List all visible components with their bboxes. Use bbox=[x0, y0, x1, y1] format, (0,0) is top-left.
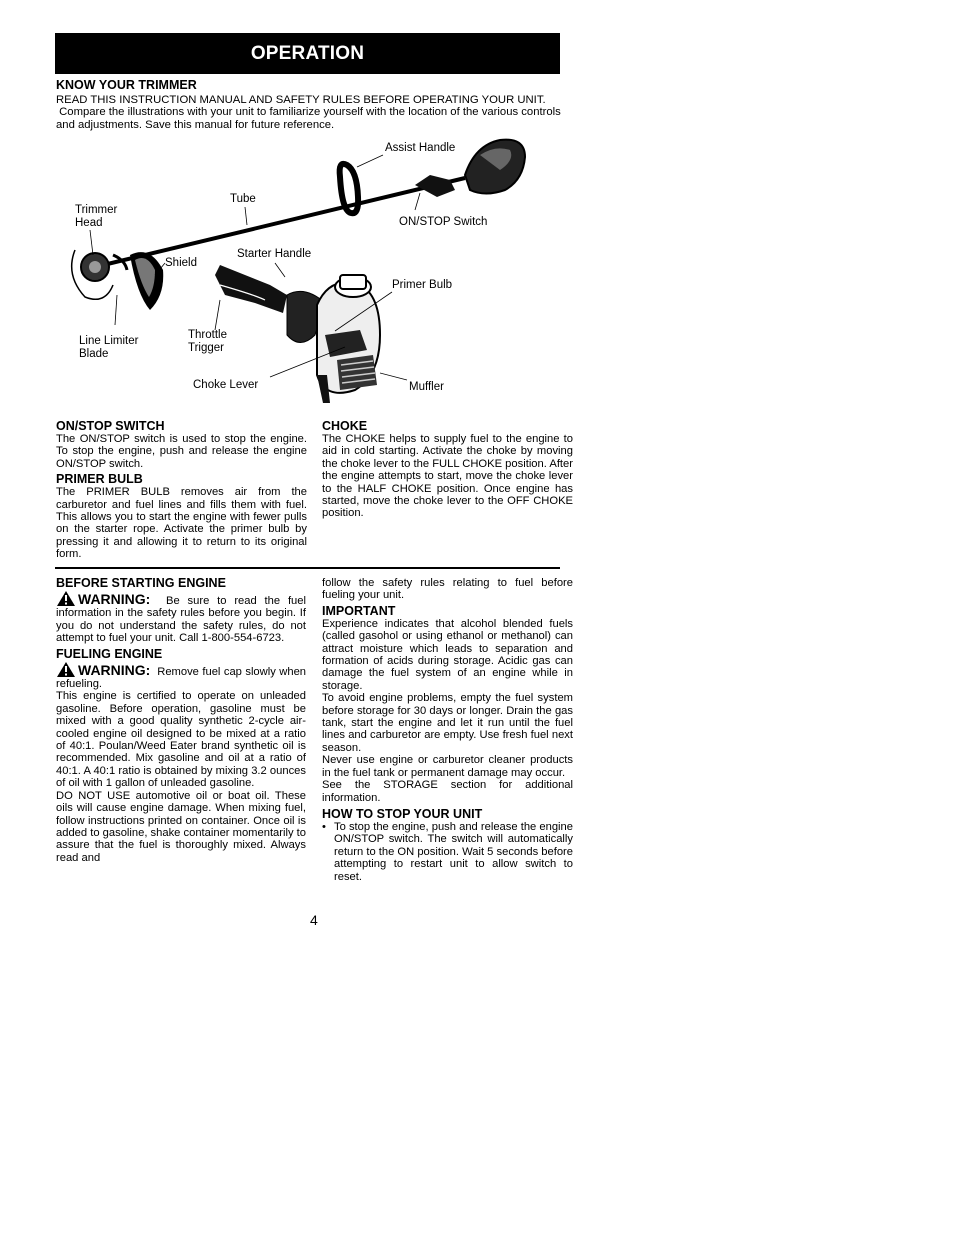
label-line-limiter-line2: Blade bbox=[79, 347, 109, 360]
know-your-trimmer-heading: KNOW YOUR TRIMMER bbox=[56, 78, 197, 92]
label-trimmer-head bbox=[75, 204, 117, 229]
shield-shape bbox=[130, 252, 163, 310]
before-warning-text: Be sure to read the fuel information in the safety rules before you begin. If you do not understand the safety rules, do not attempt to fuel your unit. Call 1-800-554-6723. bbox=[56, 595, 306, 645]
onstop-body: The ON/STOP switch is used to stop the engine. To stop the engine, push and release the engine ON/STOP switch. bbox=[56, 433, 307, 470]
section-banner: OPERATION bbox=[55, 33, 560, 74]
page-number: 4 bbox=[310, 912, 318, 928]
label-line-limiter-line1: Line Limiter bbox=[79, 335, 139, 347]
fueling-para-2: DO NOT USE automotive oil or boat oil. These oils will cause engine damage. When mixing fuel, follow instructions printed on container. Once oil is added to gasoline, shake container momentarily to assure that the fuel is thoroughly mixed. Always read and bbox=[56, 789, 307, 864]
fueling-heading: FUELING ENGINE bbox=[56, 646, 163, 661]
intro-line-2: Compare the illustrations with your unit to familiarize yourself with the location of the various controls bbox=[56, 106, 561, 119]
label-shield: Shield bbox=[165, 257, 197, 269]
warning-triangle-icon bbox=[56, 590, 76, 607]
intro-line-1: READ THIS INSTRUCTION MANUAL AND SAFETY RULES BEFORE OPERATING YOUR UNIT. bbox=[56, 94, 546, 106]
label-throttle-trigger bbox=[188, 329, 227, 354]
label-throttle-line1: Throttle bbox=[188, 329, 227, 341]
fueling-para-1: This engine is certified to operate on unleaded gasoline. Before operation, gasoline must be mixed with a good quality synthetic 2-cycle air-cooled engine oil designed to be mixed at a ratio of 40:1. Poulan/Weed Eater brand synthetic oil is recommended. Mix gasoline and oil at a ratio of 40:1. A 40:1 ratio is obtained by mixing 3.2 ounces of oil with 1 gallon of unleaded gasoline. bbox=[56, 690, 306, 790]
primer-body: The PRIMER BULB removes air from the carburetor and fuel lines and fills them with fuel. This allows you to start the engine with fewer pulls on the starter rope. Activate the primer bulb by pressing it and allowing it to return to its original form. bbox=[56, 486, 307, 561]
important-para-4: See the STORAGE section for additional information. bbox=[322, 779, 573, 804]
lower-left-column bbox=[56, 576, 306, 864]
upper-right-column bbox=[322, 419, 573, 520]
warning-triangle-icon bbox=[56, 661, 76, 678]
stop-heading: HOW TO STOP YOUR UNIT bbox=[322, 806, 483, 821]
label-starter-handle: Starter Handle bbox=[237, 248, 312, 260]
label-choke-lever: Choke Lever bbox=[193, 379, 259, 391]
important-para-2: To avoid engine problems, empty the fuel system before storage for 30 days or longer. Drain the gas tank, start the engine and let it run until the fuel lines and carburetor are empty. Use fresh fuel next season. bbox=[322, 692, 573, 754]
fueling-para-3: follow the safety rules relating to fuel before fueling your unit. bbox=[322, 577, 573, 602]
label-tube: Tube bbox=[230, 193, 256, 205]
bullet-glyph: • bbox=[322, 820, 326, 833]
before-warning-word: WARNING: bbox=[78, 591, 151, 607]
before-warning bbox=[56, 590, 306, 645]
upper-left-column bbox=[56, 419, 307, 561]
label-primer-bulb: Primer Bulb bbox=[392, 279, 453, 291]
stop-item-text: To stop the engine, push and release the engine ON/STOP switch. The switch will automatically return to the ON position. Wait 5 seconds before attempting to restart unit to allow switch to reset. bbox=[334, 820, 573, 883]
onstop-heading: ON/STOP SWITCH bbox=[56, 419, 165, 433]
intro-line-3: and adjustments. Save this manual for future reference. bbox=[56, 118, 335, 131]
label-throttle-line2: Trigger bbox=[188, 341, 224, 354]
important-para-1: Experience indicates that alcohol blended fuels (called gasohol or using ethanol or methanol) can attract moisture which leads to separation and formation of acids during storage. Acidic gas can damage the fuel system of an engine while in storage. bbox=[322, 617, 573, 692]
stop-bullet-item bbox=[322, 821, 573, 883]
fueling-warning bbox=[56, 661, 306, 691]
choke-body: The CHOKE helps to supply fuel to the engine to aid in cold starting. Activate the choke by moving the choke lever to the FULL CHOKE position. After the engine attempts to start, move the choke lever to the HALF CHOKE position. Once engine has started, move the choke lever to the OFF CHOKE position. bbox=[322, 433, 573, 520]
section-divider bbox=[55, 567, 560, 569]
label-onstop-switch: ON/STOP Switch bbox=[399, 216, 488, 228]
label-trimmer-head-line1: Trimmer bbox=[75, 204, 118, 216]
label-muffler: Muffler bbox=[409, 381, 444, 393]
lower-right-column bbox=[322, 577, 573, 883]
trimmer-head-shape bbox=[72, 250, 127, 299]
fueling-warning-text: Remove fuel cap slowly when refueling. bbox=[56, 665, 307, 691]
fueling-warning-word: WARNING: bbox=[78, 661, 151, 678]
primer-heading: PRIMER BULB bbox=[56, 472, 143, 487]
know-your-trimmer-intro bbox=[56, 94, 596, 131]
choke-heading: CHOKE bbox=[322, 419, 368, 433]
label-trimmer-head-line2: Head bbox=[75, 216, 103, 229]
important-heading: IMPORTANT bbox=[322, 603, 396, 618]
important-para-3: Never use engine or carburetor cleaner products in the fuel tank or permanent damage may occur. bbox=[322, 754, 573, 779]
before-starting-heading: BEFORE STARTING ENGINE bbox=[56, 576, 226, 590]
label-line-limiter-blade bbox=[79, 335, 138, 360]
trimmer-diagram bbox=[55, 135, 545, 410]
label-assist-handle: Assist Handle bbox=[385, 142, 456, 154]
